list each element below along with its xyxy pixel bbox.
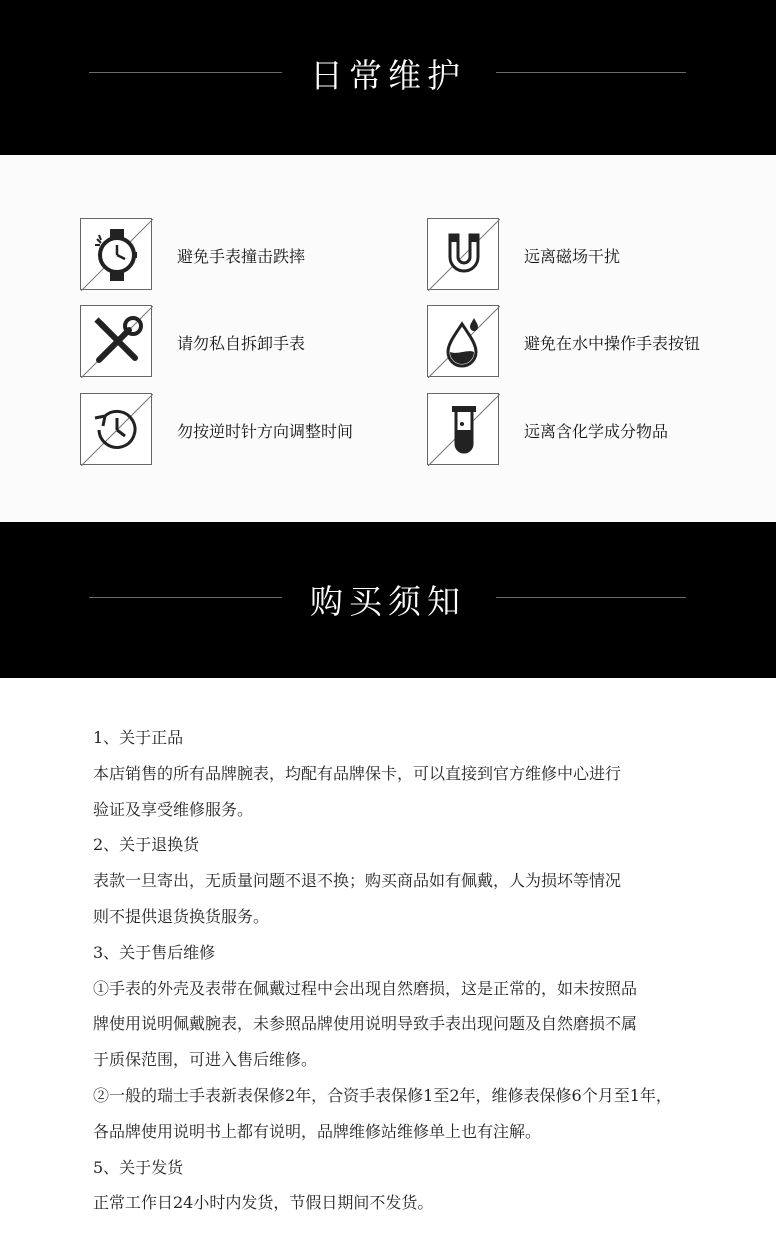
note-heading: 2、关于退换货 <box>93 835 200 855</box>
note-line: 则不提供退货换货服务。 <box>93 906 270 926</box>
note-line: 牌使用说明佩戴腕表，未参照品牌使用说明导致手表出现问题及自然磨损不属 <box>93 1014 638 1034</box>
care-label: 请勿私自拆卸手表 <box>177 334 306 353</box>
divider-right <box>496 597 686 598</box>
water-drop-icon <box>427 305 499 377</box>
magnet-icon <box>427 218 499 290</box>
care-grid <box>0 155 776 522</box>
care-label: 远离含化学成分物品 <box>524 422 669 441</box>
note-line: ②一般的瑞士手表新表保修2年，合资手表保修1至2年，维修表保修6个月至1年， <box>93 1085 672 1105</box>
purchase-header <box>0 522 776 678</box>
divider-right <box>496 72 686 73</box>
maintenance-title: 日常维护 <box>310 56 466 95</box>
note-line: 于质保范围，可进入售后维修。 <box>93 1050 318 1070</box>
note-line: 本店销售的所有品牌腕表，均配有品牌保卡，可以直接到官方维修中心进行 <box>93 763 622 783</box>
tools-icon <box>80 305 152 377</box>
note-line: 各品牌使用说明书上都有说明，品牌维修站维修单上也有注解。 <box>93 1121 542 1141</box>
note-line: 正常工作日24小时内发货，节假日期间不发货。 <box>93 1193 434 1213</box>
test-tube-icon <box>427 393 499 465</box>
care-label: 避免手表撞击跌摔 <box>177 247 306 266</box>
note-heading: 3、关于售后维修 <box>93 942 216 962</box>
note-heading: 5、关于发货 <box>93 1157 184 1177</box>
counterclockwise-clock-icon <box>80 393 152 465</box>
note-line: 表款一旦寄出，无质量问题不退不换；购买商品如有佩戴，人为损坏等情况 <box>93 871 622 891</box>
care-label: 勿按逆时针方向调整时间 <box>177 422 354 441</box>
purchase-title: 购买须知 <box>310 582 466 621</box>
note-heading: 1、关于正品 <box>93 728 184 747</box>
watch-impact-icon <box>80 218 152 290</box>
note-line: ①手表的外壳及表带在佩戴过程中会出现自然磨损，这是正常的，如未按照品 <box>93 978 638 998</box>
purchase-notes <box>93 720 743 1221</box>
care-label: 避免在水中操作手表按钮 <box>524 334 701 353</box>
note-line: 验证及享受维修服务。 <box>93 799 254 819</box>
maintenance-header <box>0 0 776 155</box>
care-label: 远离磁场干扰 <box>524 247 621 266</box>
